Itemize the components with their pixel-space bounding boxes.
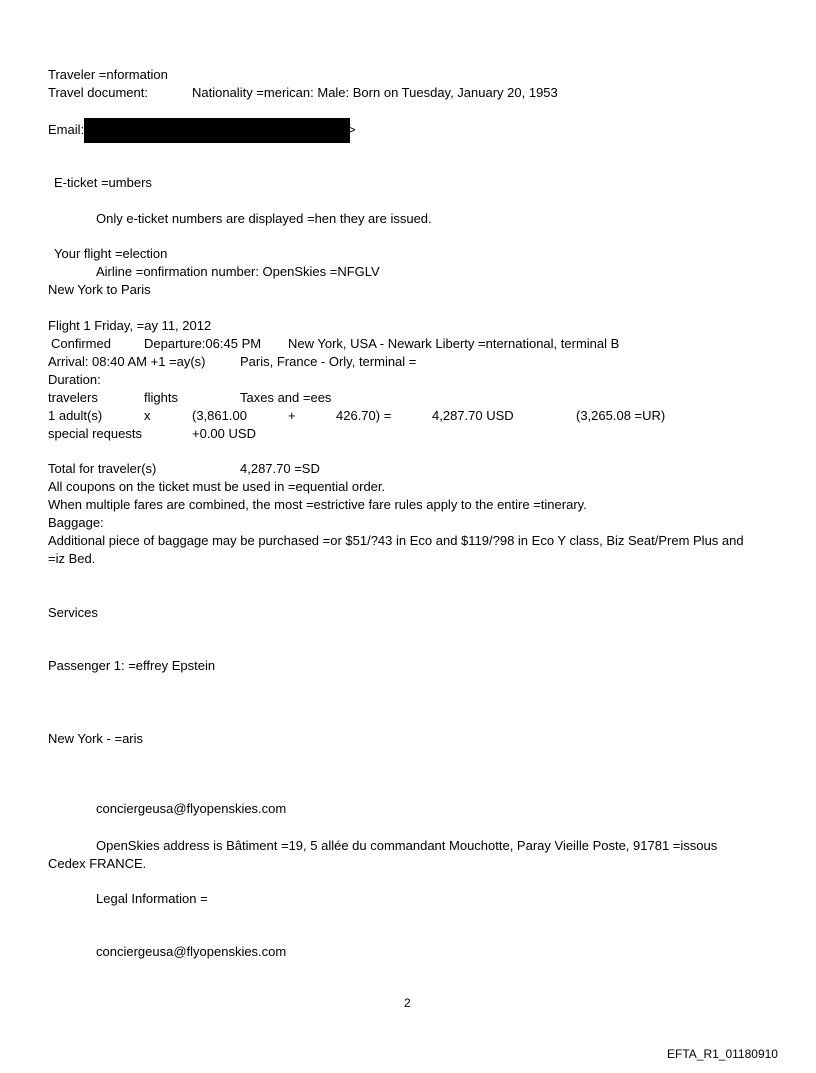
legal-information: Legal Information = — [96, 891, 208, 906]
fare-cell-total-eur: (3,265.08 =UR) — [576, 408, 666, 423]
route-summary: New York to Paris — [48, 282, 151, 297]
traveler-info-heading: Traveler =nformation — [48, 67, 168, 82]
arrival-time: Arrival: 08:40 AM +1 =ay(s) — [48, 354, 206, 369]
fare-cell-taxes: 426.70) = — [336, 408, 392, 423]
fare-header-travelers: travelers — [48, 390, 98, 405]
departure-time: Departure:06:45 PM — [144, 336, 262, 351]
passenger-name: Passenger 1: =effrey Epstein — [48, 658, 216, 673]
total-value: 4,287.70 =SD — [240, 461, 320, 476]
fare-cell-travelers: 1 adult(s) — [48, 408, 103, 423]
services-heading: Services — [48, 605, 98, 620]
fare-cell-total-usd: 4,287.70 USD — [432, 408, 514, 423]
address-line-2: Cedex FRANCE. — [48, 856, 147, 871]
fare-rules: When multiple fares are combined, the most =estrictive fare rules apply to the entire =tinerary. — [48, 497, 587, 512]
email-label: Email: — [48, 122, 85, 137]
flight-line: Flight 1 Friday, =ay 11, 2012 — [48, 318, 212, 333]
baggage-label: Baggage: — [48, 515, 104, 530]
fare-cell-multiply: x — [144, 408, 151, 423]
special-requests-label: special requests — [48, 426, 142, 441]
special-requests-value: +0.00 USD — [192, 426, 256, 441]
baggage-line-1: Additional piece of baggage may be purchased =or $51/?43 in Eco and $119/?98 in Eco Y class, Biz Seat/Prem Plus and — [48, 533, 744, 548]
concierge-email-2: conciergeusa@flyopenskies.com — [96, 944, 287, 959]
address-line-1: OpenSkies address is Bâtiment =19, 5 allée du commandant Mouchotte, Paray Vieille Poste, 91781 =issous — [96, 838, 718, 853]
flight-status: Confirmed — [51, 336, 111, 351]
services-route: New York - =aris — [48, 731, 144, 746]
arrival-place: Paris, France - Orly, terminal = — [240, 354, 417, 369]
duration-label: Duration: — [48, 372, 101, 387]
fare-header-taxes: Taxes and =ees — [240, 390, 332, 405]
eticket-note: Only e-ticket numbers are displayed =hen they are issued. — [96, 211, 432, 226]
concierge-email-1: conciergeusa@flyopenskies.com — [96, 801, 287, 816]
travel-document-label: Travel document: — [48, 85, 148, 100]
baggage-line-2: =iz Bed. — [48, 551, 96, 566]
email-tail: > — [348, 122, 356, 137]
fare-cell-base: (3,861.00 — [192, 408, 247, 423]
eticket-heading: E-ticket =umbers — [54, 175, 152, 190]
fare-cell-plus: + — [288, 408, 296, 423]
travel-document-value: Nationality =merican: Male: Born on Tuesday, January 20, 1953 — [192, 85, 558, 100]
redaction-bar — [84, 118, 350, 143]
flight-selection-heading: Your flight =election — [54, 246, 168, 261]
fare-header-flights: flights — [144, 390, 178, 405]
confirmation-number: Airline =onfirmation number: OpenSkies =NFGLV — [96, 264, 380, 279]
departure-place: New York, USA - Newark Liberty =nternational, terminal B — [288, 336, 620, 351]
total-label: Total for traveler(s) — [48, 461, 157, 476]
document-id: EFTA_R1_01180910 — [667, 1047, 778, 1061]
coupons-rule: All coupons on the ticket must be used in =equential order. — [48, 479, 386, 494]
page-number: 2 — [404, 996, 411, 1010]
